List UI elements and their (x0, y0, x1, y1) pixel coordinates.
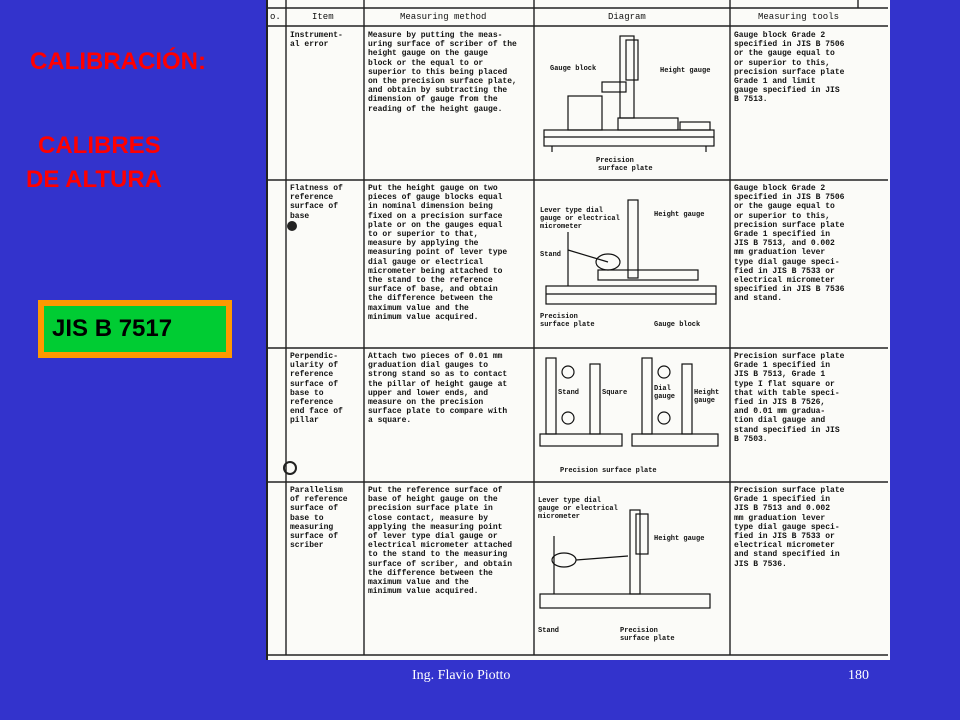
row4-item: Parallelism of reference surface of base to measuring surface of scriber (290, 486, 348, 551)
d3-label-height-gauge: gauge (694, 397, 716, 405)
d3-label-square: Square (602, 389, 628, 397)
d4-label-precision: Precision (620, 627, 658, 635)
d1-label-gauge-block: Gauge block (550, 65, 597, 73)
row1-tools: Gauge block Grade 2 specified in JIS B 7506 or the gauge equal to or superior to this, precision surface plate Grade 1 and limit gauge specified in JIS B 7513. (734, 31, 845, 105)
diagram-1 (544, 36, 714, 152)
header-tools: Measuring tools (758, 12, 840, 22)
d4-label-gauge-electrical: gauge or electrical (538, 505, 618, 513)
header-diagram: Diagram (608, 12, 646, 22)
d3-label-height: Height (694, 389, 720, 397)
d2-label-precision: Precision (540, 313, 578, 321)
scanned-table (266, 0, 890, 660)
header-item: Item (312, 12, 334, 22)
d2-label-surface-plate: surface plate (540, 321, 595, 329)
d2-label-gauge-electrical: gauge or electrical (540, 215, 620, 223)
row3-item: Perpendic- ularity of reference surface of base to reference end face of pillar (290, 352, 343, 426)
d2-label-stand: Stand (540, 251, 562, 259)
d2-label-gauge-block: Gauge block (654, 321, 701, 329)
row4-tools: Precision surface plate Grade 1 specified in JIS B 7513 and 0.002 mm graduation lever type dial gauge speci- fied in JIS B 7533 or electrical micrometer and stand specified in JIS B 7536. (734, 486, 845, 569)
row2-item: Flatness of reference surface of base (290, 184, 343, 221)
title-calibres: CALIBRES (38, 132, 161, 159)
d1-label-height-gauge: Height gauge (660, 67, 711, 75)
standard-label: JIS B 7517 (44, 306, 226, 352)
d4-label-stand: Stand (538, 627, 560, 635)
d3-label-precision-plate: Precision surface plate (560, 467, 657, 475)
d2-label-micrometer: micrometer (540, 223, 583, 231)
row4-method: Put the reference surface of base of height gauge on the precision surface plate in close contact, measure by applying the measuring point of lever type dial gauge or electrical micrometer attached to the stand to the measuring surface of scriber, and obtain the difference between the maximum value and the minimum value acquired. (368, 486, 513, 597)
d4-label-lever-dial: Lever type dial (538, 497, 602, 505)
row3-tools: Precision surface plate Grade 1 specified in JIS B 7513, Grade 1 type I flat square or that with table speci- fied in JIS B 7526, and 0.01 mm gradua- tion dial gauge and stand specified in JIS B 7503. (734, 352, 845, 444)
d4-label-height-gauge: Height gauge (654, 535, 705, 543)
row1-item: Instrument- al error (290, 31, 343, 50)
d3-label-dial: Dial (654, 385, 671, 393)
diagram-3 (540, 358, 718, 446)
row2-method: Put the height gauge on two pieces of gauge blocks equal in nominal dimension being fixed on a precision surface plate or on the gauges equal to or superior to that, measure by applying the measuring point of lever type dial gauge or electrical micrometer being attached to the stand to the reference surface of base, and obtain the difference between the maximum value and the minimum value acquired. (368, 184, 508, 322)
header-no: o. (270, 12, 281, 22)
d4-label-surface-plate: surface plate (620, 635, 675, 643)
diagram-4 (540, 510, 710, 608)
footer-page-number: 180 (848, 668, 869, 683)
d2-label-height-gauge: Height gauge (654, 211, 705, 219)
standard-box (38, 300, 232, 358)
d2-label-lever-dial: Lever type dial (540, 207, 604, 215)
header-method: Measuring method (400, 12, 487, 22)
title-calibracion: CALIBRACIÓN: (30, 48, 206, 75)
d1-label-precision: Precision (596, 157, 634, 165)
title-de-altura: DE ALTURA (26, 166, 162, 193)
row2-tools: Gauge block Grade 2 specified in JIS B 7506 or the gauge equal to or superior to this, precision surface plate Grade 1 specified in JIS B 7513, and 0.002 mm graduation lever type dial gauge speci- fied in JIS B 7533 or electrical micrometer specified in JIS B 7536 and stand. (734, 184, 845, 304)
d3-label-stand: Stand (558, 389, 580, 397)
d4-label-micrometer: micrometer (538, 513, 581, 521)
row1-method: Measure by putting the meas- uring surface of scriber of the height gauge on the gauge block or the equal to or superior to this being placed on the precision surface plate, and obtain by subtracting the dimension of gauge from the reading of the height gauge. (368, 31, 517, 114)
footer-author: Ing. Flavio Piotto (412, 668, 511, 683)
d1-label-surface-plate: surface plate (598, 165, 653, 173)
row3-method: Attach two pieces of 0.01 mm graduation dial gauges to strong stand so as to contact the pillar of height gauge at upper and lower ends, and measure on the precision surface plate to compare with a square. (368, 352, 508, 426)
d3-label-gauge: gauge (654, 393, 676, 401)
